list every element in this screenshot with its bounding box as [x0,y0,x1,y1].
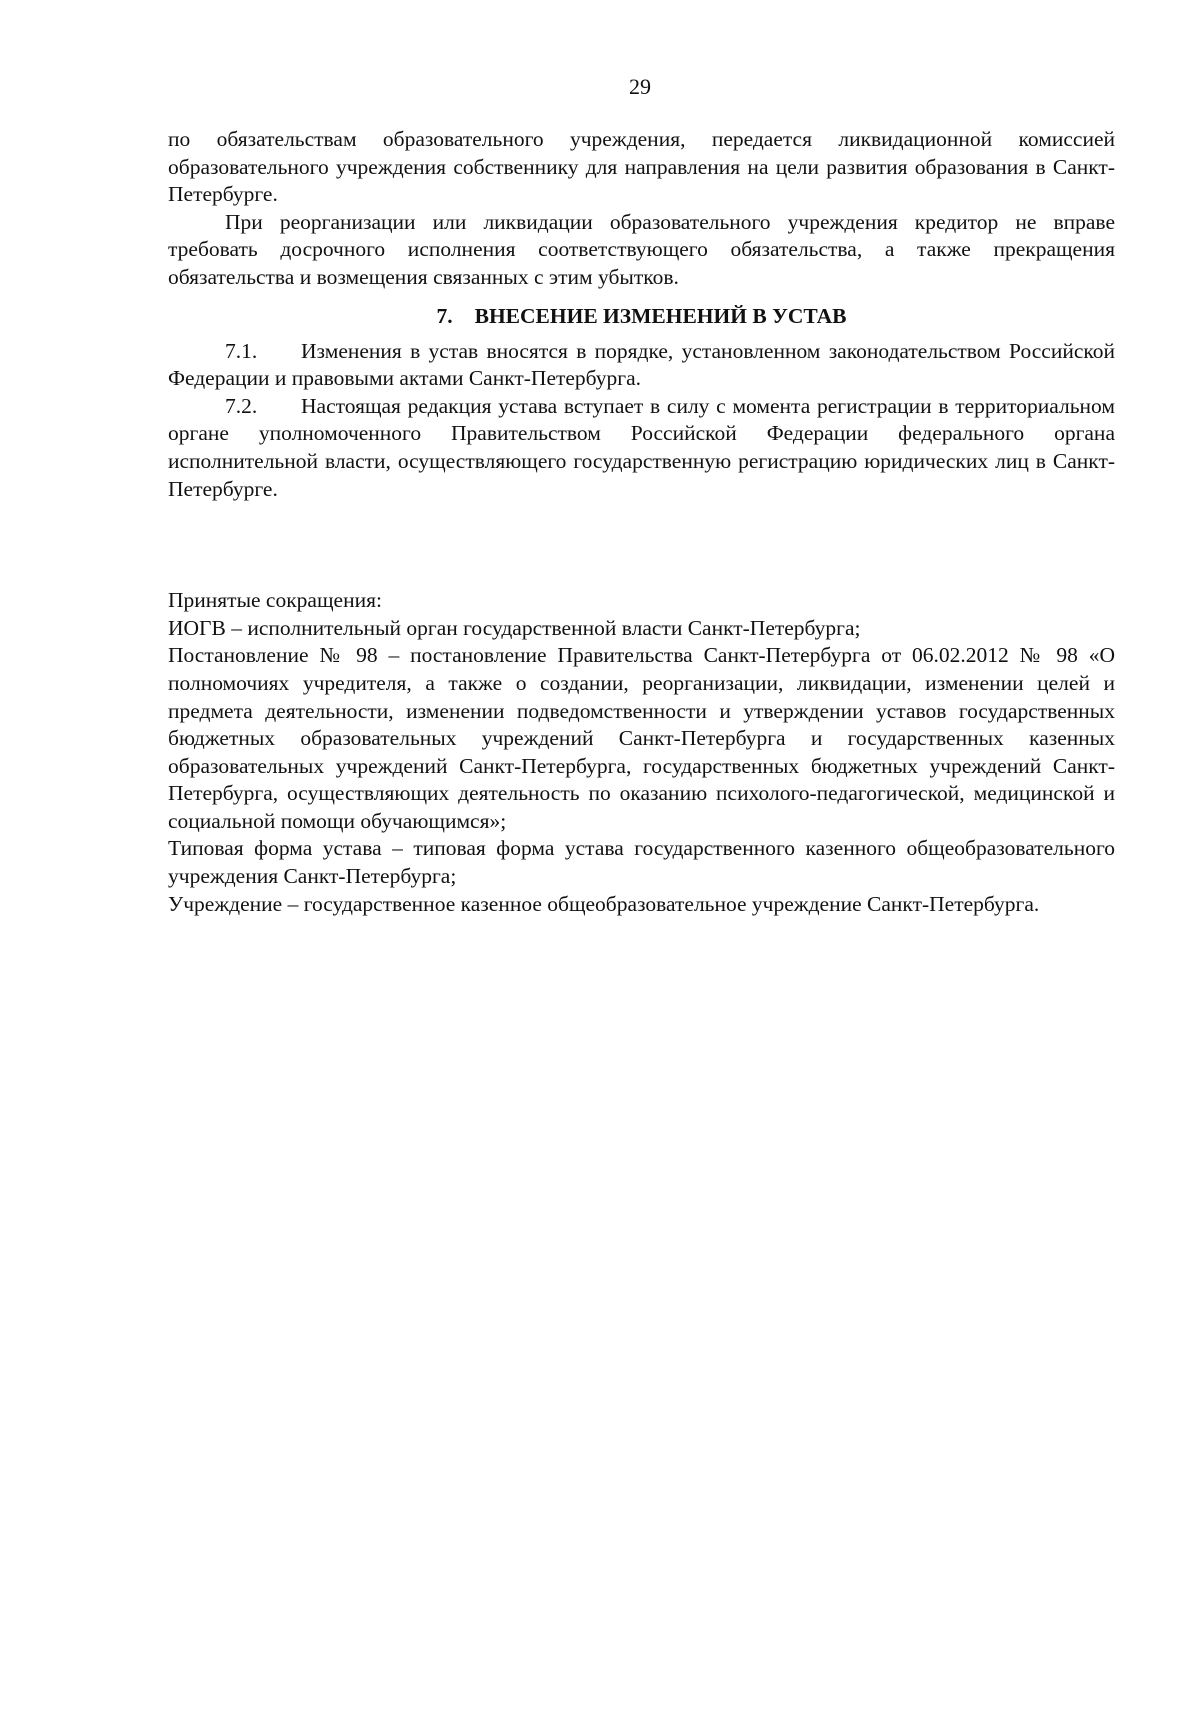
abbreviation-entry: ИОГВ – исполнительный орган государственной власти Санкт-Петербурга; [168,615,861,640]
section-heading [168,302,1115,330]
spacer [168,503,1115,587]
item-text: Настоящая редакция устава вступает в силу с момента регистрации в территориальном органе уполномоченного Правительством Российской Федерации федерального органа исполнительной власти, осуществляющего государственную регистрацию юридических лиц в Санкт-Петербурге. [168,393,1115,501]
abbreviations-heading: Принятые сокращения: [168,588,382,613]
abbreviation-entry: Типовая форма устава – типовая форма устава государственного казенного общеобразовательного учреждения Санкт-Петербурга; [168,836,1115,889]
abbreviation-entry: Постановление № 98 – постановление Правительства Санкт-Петербурга от 06.02.2012 № 98 «О полномочиях учредителя, а также о создании, реорганизации, ликвидации, изменении целей и предмета деятельности, изменении подведомственности и утверждении уставов государственных бюджетных образовательных учреждений Санкт-Петербурга и государственных казенных образовательных учреждений Санкт-Петербурга, государственных бюджетных учреждений Санкт-Петербурга, осуществляющих деятельность по оказанию психолого-педагогической, медицинской и социальной помощи обучающимся»; [168,643,1115,833]
page-number: 29 [629,74,651,99]
abbreviation-entry: Учреждение – государственное казенное общеобразовательное учреждение Санкт-Петербурга. [168,891,1040,916]
item-text: Изменения в устав вносятся в порядке, установленном законодательством Российской Федерации и правовыми актами Санкт-Петербурга. [168,338,1115,391]
section-number: 7. [436,303,453,328]
page-content [168,126,1115,918]
item-number: 7.2. [225,393,258,418]
paragraph-liquidation-assets: по обязательствам образовательного учреждения, передается ликвидационной комиссией образовательного учреждения собственнику для направления на цели развития образования в Санкт-Петербурге. [168,127,1115,207]
item-number: 7.1. [225,338,258,363]
section-item [168,393,1115,503]
section-item [168,338,1115,393]
paragraph-creditor-rights: При реорганизации или ликвидации образовательного учреждения кредитор не вправе требовать досрочного исполнения соответствующего обязательства, а также прекращения обязательства и возмещения связанных с этим убытков. [168,209,1115,289]
section-title: ВНЕСЕНИЕ ИЗМЕНЕНИЙ В УСТАВ [474,303,847,328]
